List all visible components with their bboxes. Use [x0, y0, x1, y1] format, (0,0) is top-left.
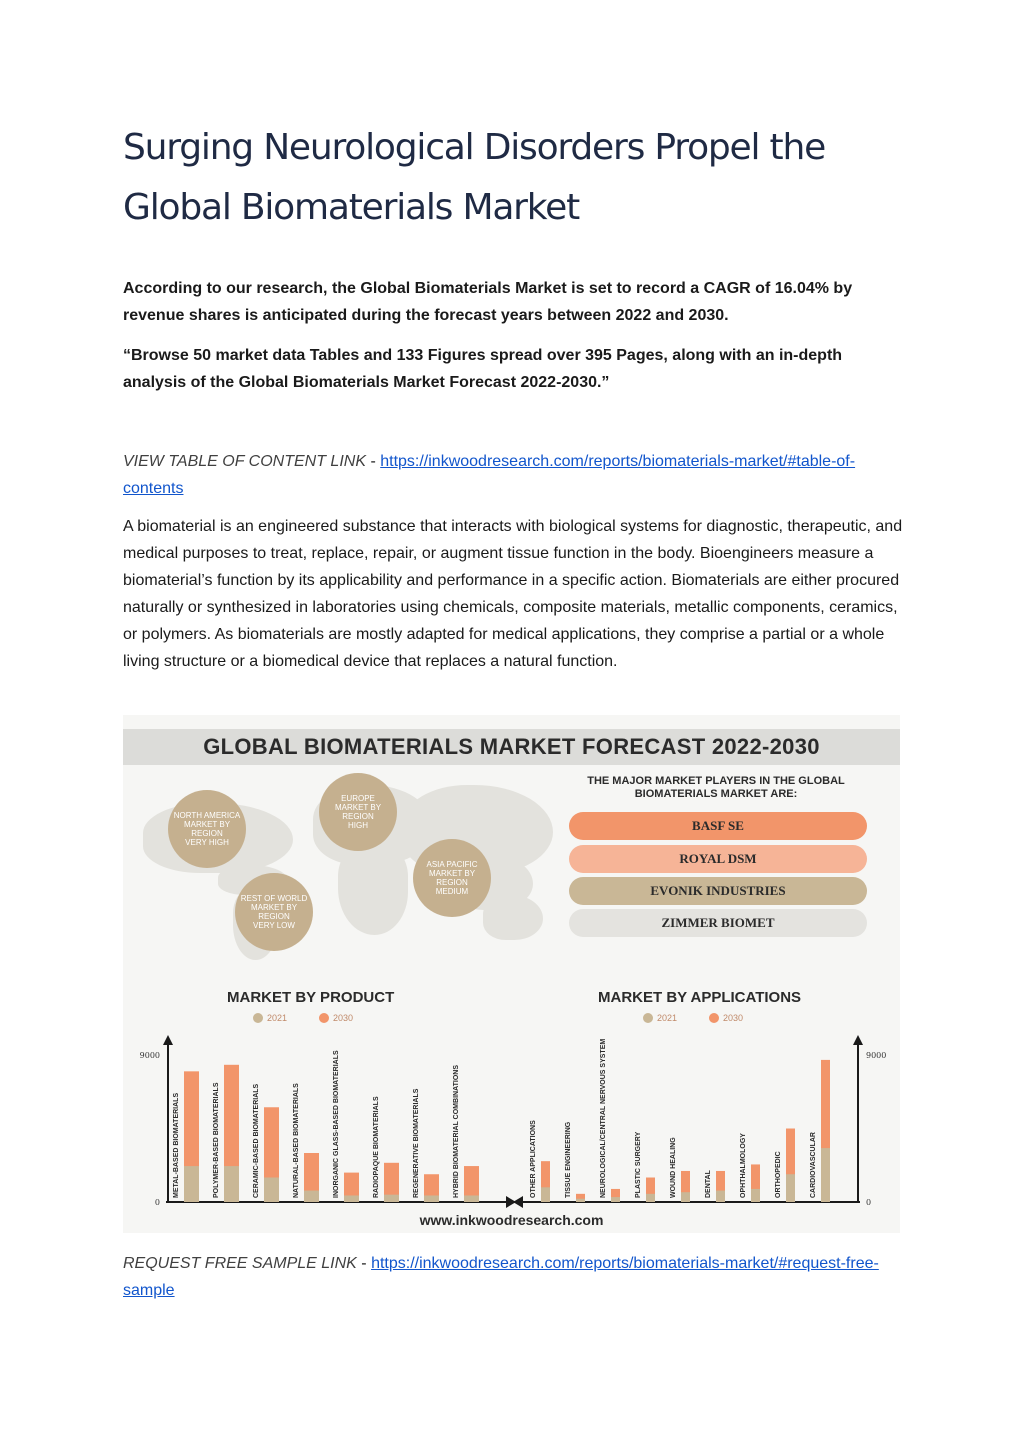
- bar-2021: [224, 1166, 239, 1202]
- category-label: POLYMER-BASED BIOMATERIALS: [213, 1082, 220, 1198]
- y-tick-label: 0: [154, 1198, 160, 1207]
- legend-label-2030: 2030: [333, 1013, 354, 1023]
- sample-label: REQUEST FREE SAMPLE LINK: [123, 1255, 357, 1272]
- bar-2021: [344, 1195, 359, 1202]
- bar-2021: [541, 1187, 550, 1202]
- legend-label-2021: 2021: [657, 1013, 678, 1023]
- category-label: TISSUE ENGINEERING: [565, 1121, 572, 1198]
- page-title: Surging Neurological Disorders Propel the Global Biomaterials Market: [123, 127, 826, 228]
- category-label: NEUROLOGICAL/CENTRAL NERVOUS SYSTEM: [600, 1038, 607, 1198]
- category-label: METAL-BASED BIOMATERIALS: [173, 1092, 180, 1198]
- y-tick-label: 0: [866, 1198, 872, 1207]
- bar-2021: [786, 1174, 795, 1202]
- bar-2021: [821, 1148, 830, 1202]
- category-label: HYBRID BIOMATERIAL COMBINATIONS: [453, 1065, 460, 1198]
- category-label: PLASTIC SURGERY: [635, 1131, 642, 1198]
- legend-label-2030: 2030: [723, 1013, 744, 1023]
- bar-2021: [716, 1191, 725, 1202]
- body-paragraph: A biomaterial is an engineered substance that interacts with biological systems for diagnostic, therapeutic, and medical purposes to treat, replace, repair, or augment tissue function in the body. Bioengineers measure a biomaterial’s function by its applicability and performance in a specific action. Biomaterials are either procured naturally or synthesized in laboratories using chemicals, composite materials, metallic components, ceramics, or polymers. As biomaterials are mostly adapted for medical applications, they comprise a partial or a whole living structure or a biomedical device that replaces a natural function.: [123, 518, 903, 670]
- intro-paragraph: According to our research, the Global Biomaterials Market is set to record a CAGR of 16.04% by revenue shares is anticipated during the forecast years between 2022 and 2030.: [123, 280, 853, 324]
- region-rest-of-world: REST OF WORLD MARKET BY REGION VERY LOW: [235, 873, 313, 951]
- sample-separator: -: [356, 1255, 372, 1272]
- axis-arrow-icon: [853, 1035, 863, 1045]
- infographic-banner: GLOBAL BIOMATERIALS MARKET FORECAST 2022-2030: [123, 729, 900, 765]
- region-europe: EUROPE MARKET BY REGION HIGH: [319, 773, 397, 851]
- region-asia-pacific: ASIA PACIFIC MARKET BY REGION MEDIUM: [413, 839, 491, 917]
- toc-link[interactable]: https://inkwoodresearch.com/reports/biomaterials-market/#table-of-contents: [123, 453, 856, 497]
- bar-2021: [264, 1178, 279, 1203]
- player-pill-evonik: EVONIK INDUSTRIES: [569, 877, 867, 905]
- category-label: RADIOPAQUE BIOMATERIALS: [373, 1096, 380, 1198]
- bar-2021: [751, 1189, 760, 1202]
- bar-2021: [464, 1195, 479, 1202]
- category-label: CERAMIC-BASED BIOMATERIALS: [253, 1083, 260, 1198]
- sample-line: [123, 1250, 903, 1304]
- sample-link[interactable]: https://inkwoodresearch.com/reports/biomaterials-market/#request-free-sample: [123, 1255, 879, 1299]
- toc-label: VIEW TABLE OF CONTENT LINK: [123, 453, 366, 470]
- region-north-america: NORTH AMERICA MARKET BY REGION VERY HIGH: [168, 790, 246, 868]
- bar-2021: [611, 1197, 620, 1202]
- infographic-footer-url: www.inkwoodresearch.com: [419, 1212, 604, 1228]
- axis-arrow-icon: [513, 1196, 523, 1208]
- player-pill-basf: BASF SE: [569, 812, 867, 840]
- bar-2021: [304, 1191, 319, 1202]
- category-label: CARDIOVASCULAR: [810, 1132, 817, 1198]
- players-title: THE MAJOR MARKET PLAYERS IN THE GLOBAL BIOMATERIALS MARKET ARE:: [587, 775, 845, 800]
- bar-2021: [576, 1199, 585, 1202]
- category-label: DENTAL: [705, 1170, 712, 1198]
- category-label: WOUND HEALING: [670, 1137, 677, 1198]
- toc-separator: -: [366, 453, 381, 470]
- category-label: OPHTHALMOLOGY: [740, 1133, 747, 1198]
- toc-line: [123, 448, 903, 502]
- category-label: INORGANIC GLASS-BASED BIOMATERIALS: [333, 1050, 340, 1198]
- product-chart-title: MARKET BY PRODUCT: [227, 989, 395, 1006]
- category-label: OTHER APPLICATIONS: [530, 1120, 537, 1198]
- browse-paragraph: “Browse 50 market data Tables and 133 Figures spread over 395 Pages, along with an in-depth analysis of the Global Biomaterials Market Forecast 2022-2030.”: [123, 347, 843, 391]
- player-pill-zimmer-biomet: ZIMMER BIOMET: [569, 909, 867, 937]
- axis-arrow-icon: [163, 1035, 173, 1045]
- bar-charts: [123, 715, 900, 1233]
- bar-2021: [184, 1166, 199, 1202]
- category-label: REGENERATIVE BIOMATERIALS: [413, 1088, 420, 1198]
- bar-2021: [646, 1194, 655, 1202]
- applications-chart-title: MARKET BY APPLICATIONS: [598, 989, 802, 1006]
- market-infographic: [123, 715, 900, 1233]
- category-label: NATURAL-BASED BIOMATERIALS: [293, 1083, 300, 1198]
- bar-2021: [384, 1195, 399, 1202]
- y-tick-label: 9000: [866, 1051, 887, 1060]
- category-label: ORTHOPEDIC: [775, 1151, 782, 1198]
- player-pill-royal-dsm: ROYAL DSM: [569, 845, 867, 873]
- bar-2021: [681, 1192, 690, 1202]
- legend-label-2021: 2021: [267, 1013, 288, 1023]
- bar-2021: [424, 1195, 439, 1202]
- y-tick-label: 9000: [139, 1051, 160, 1060]
